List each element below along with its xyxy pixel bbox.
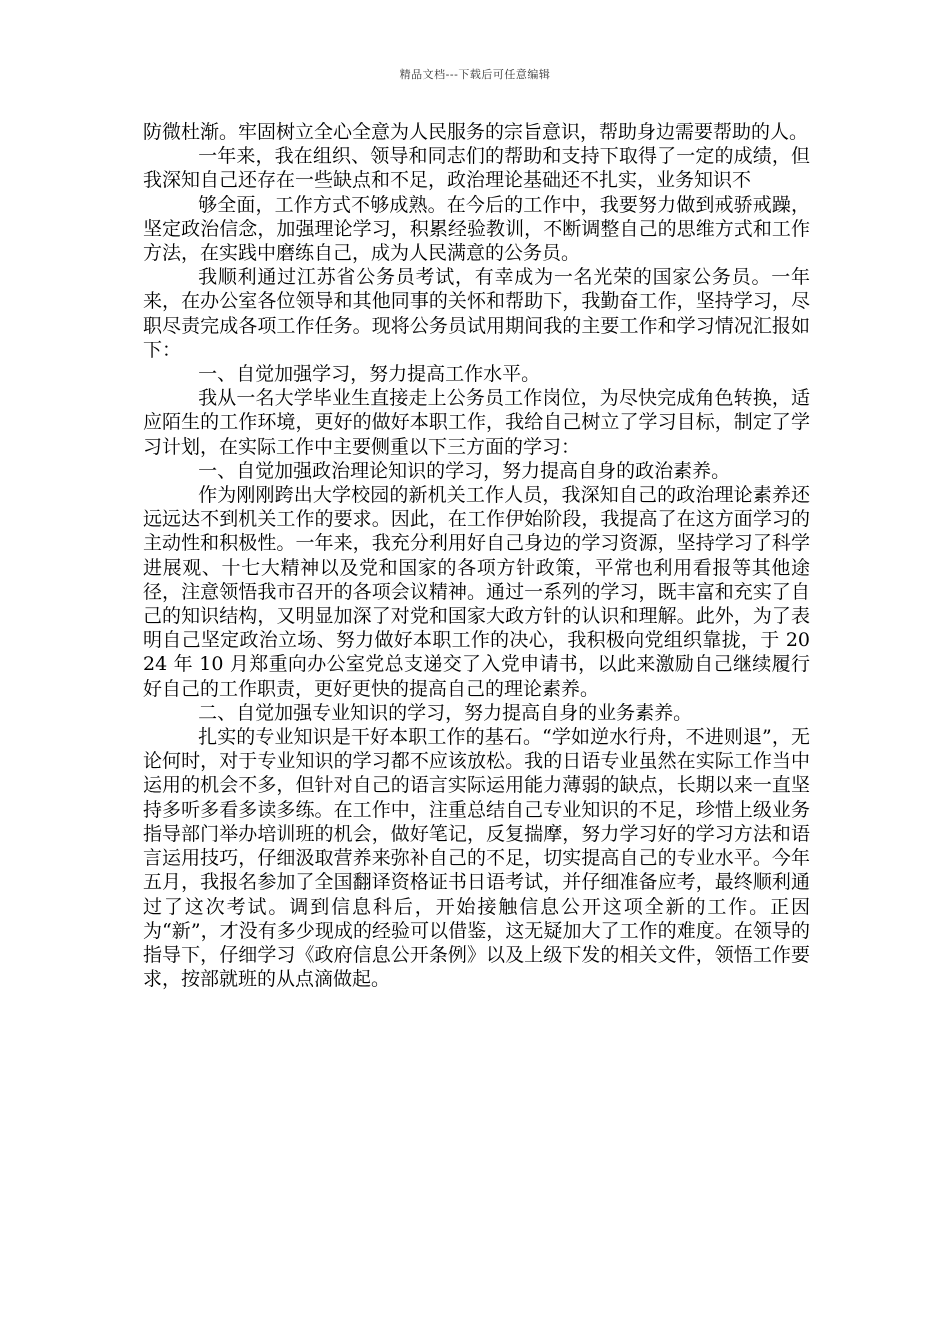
paragraph: 我从一名大学毕业生直接走上公务员工作岗位，为尽快完成角色转换，适应陌生的工作环境，更好的做好本职工作，我给自己树立了学习目标，制定了学习计划，在实际工作中主要侧重以下三方面的学习： [143, 387, 810, 458]
document-body [143, 120, 810, 991]
page-header: 精品文档---下载后可任意编辑 [399, 68, 551, 81]
paragraph: 作为刚刚跨出大学校园的新机关工作人员，我深知自己的政治理论素养还远远达不到机关工作的要求。因此，在工作伊始阶段，我提高了在这方面学习的主动性和积极性。一年来，我充分利用好自己身边的学习资源，坚持学习了科学进展观、十七大精神以及党和国家的各项方针政策，平常也利用看报等其他途径，注意领悟我市召开的各项会议精神。通过一系列的学习，既丰富和充实了自己的知识结构，又明显加深了对党和国家大政方针的认识和理解。此外，为了表明自己坚定政治立场、努力做好本职工作的决心，我积极向党组织靠拢，于 2024 年 10 月郑重向办公室党总支递交了入党申请书，以此来激励自己继续履行好自己的工作职责，更好更快的提高自己的理论素养。 [143, 484, 810, 700]
section-heading: 二、自觉加强专业知识的学习，努力提高自身的业务素养。 [198, 701, 693, 724]
paragraph: 一年来，我在组织、领导和同志们的帮助和支持下取得了一定的成绩，但我深知自己还存在一些缺点和不足，政治理论基础还不扎实，业务知识不 [143, 145, 810, 192]
section-heading: 一、自觉加强政治理论知识的学习，努力提高自身的政治素养。 [198, 459, 731, 482]
section-heading: 一、自觉加强学习，努力提高工作水平。 [198, 363, 541, 386]
paragraph: 防微杜渐。牢固树立全心全意为人民服务的宗旨意识，帮助身边需要帮助的人。 [143, 121, 809, 143]
paragraph: 够全面，工作方式不够成熟。在今后的工作中，我要努力做到戒骄戒躁，坚定政治信念，加强理论学习，积累经验教训，不断调整自己的思维方式和工作方法，在实践中磨练自己，成为人民满意的公务员。 [143, 193, 810, 265]
paragraph: 我顺利通过江苏省公务员考试，有幸成为一名光荣的国家公务员。一年来，在办公室各位领导和其他同事的关怀和帮助下，我勤奋工作，坚持学习，尽职尽责完成各项工作任务。现将公务员试用期间我的主要工作和学习情况汇报如下： [143, 266, 810, 361]
paragraph: 扎实的专业知识是干好本职工作的基石。“学如逆水行舟，不进则退”，无论何时，对于专业知识的学习都不应该放松。我的日语专业虽然在实际工作当中运用的机会不多，但针对自己的语言实际运用能力薄弱的缺点，长期以来一直坚持多听多看多读多练。在工作中，注重总结自己专业知识的不足，珍惜上级业务指导部门举办培训班的机会，做好笔记，反复揣摩，努力学习好的学习方法和语言运用技巧，仔细汲取营养来弥补自己的不足，切实提高自己的专业水平。今年五月，我报名参加了全国翻译资格证书日语考试，并仔细准备应考，最终顺利通过了这次考试。调到信息科后，开始接触信息公开这项全新的工作。正因为“新”，才没有多少现成的经验可以借鉴，这无疑加大了工作的难度。在领导的指导下，仔细学习《政府信息公开条例》以及上级下发的相关文件，领悟工作要求，按部就班的从点滴做起。 [143, 726, 810, 991]
